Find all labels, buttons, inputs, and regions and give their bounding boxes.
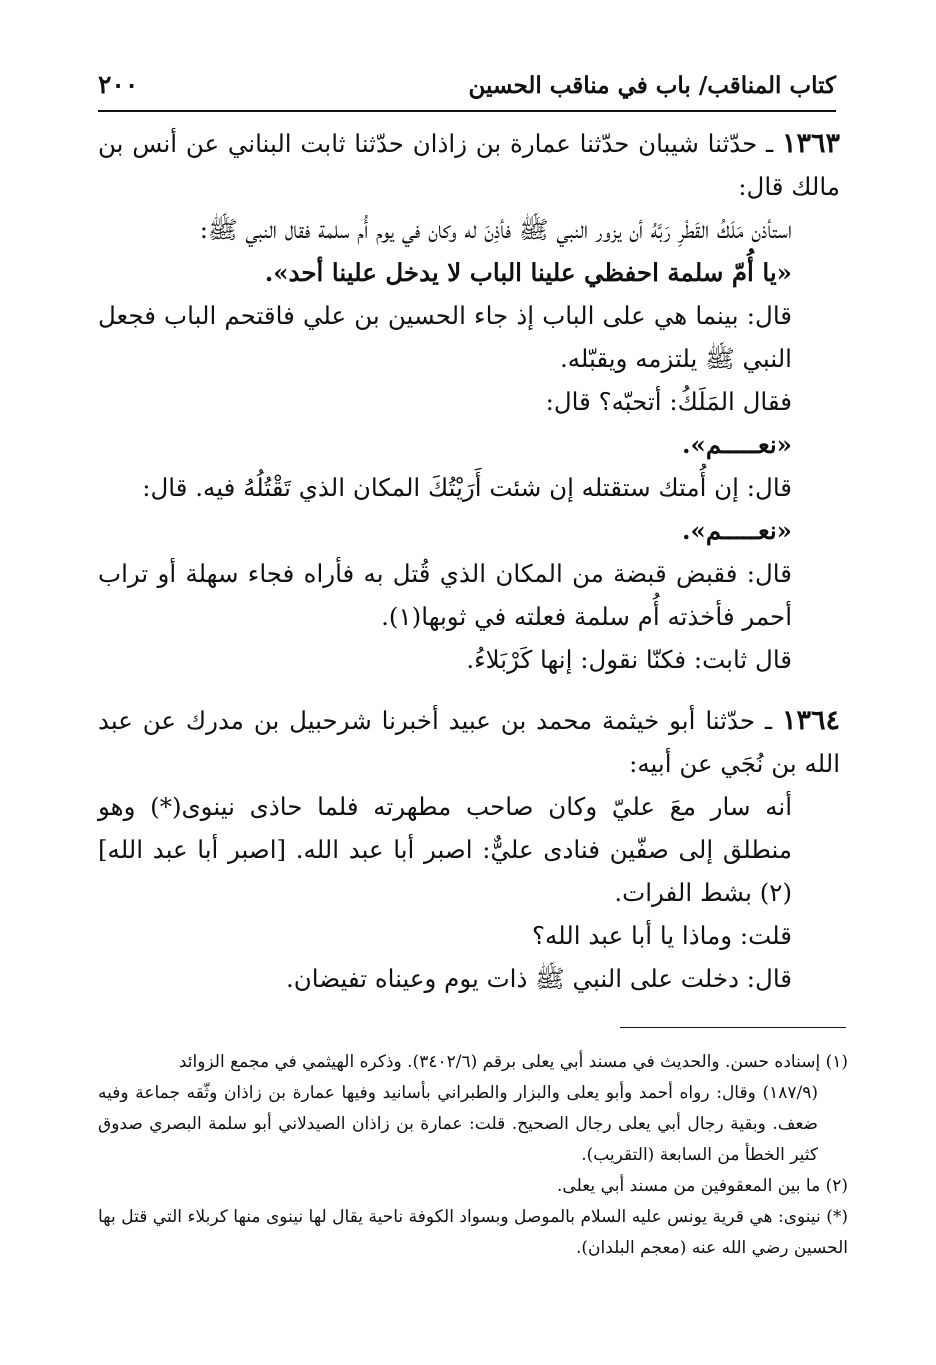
hadith-1363-p3: فقال المَلَكُ: أتحبّه؟ قال: [545,387,792,416]
hadith-1364-isnad [98,699,840,785]
isnad-text: ـ حدّثنا أبو خيثمة محمد بن عبيد أخبرنا شرحبيل بن مدرك عن عبد الله بن نُجَي عن أبيه: [98,706,840,778]
hadith-1363-p6: قال ثابت: فكنّا نقول: إنها كَرْبَلاءُ. [466,645,792,674]
hadith-number: ١٣٦٣ [781,128,840,159]
isnad-text: ـ حدّثنا شيبان حدّثنا عمارة بن زاذان حدّثنا ثابت البناني عن أنس بن مالك قال: [98,129,840,201]
main-text [98,122,840,1000]
hadith-1363-p2: قال: بينما هي على الباب إذ جاء الحسين بن علي فاقتحم الباب فجعل النبي ﷺ يلتزمه ويقبّله. [98,301,792,373]
hadith-1363-quote1: «يا أُمّ سلمة احفظي علينا الباب لا يدخل علينا أحد». [264,258,792,287]
hadith-1363-yes1: «نعـــــم». [682,430,792,459]
hadith-1363-p1: استأذن مَلَكُ القَطْرِ رَبَّهُ أن يزور النبي ﷺ فأذِنَ له وكان في يوم أُم سلمة فقال النبي ﷺ: [199,215,792,244]
hadith-number: ١٣٦٤ [781,705,840,736]
page-header [98,62,836,112]
hadith-1363-p5: قال: فقبض قبضة من المكان الذي قُتل به فأراه فجاء سهلة أو تراب أحمر فأخذته أُم سلمة فعلته في ثوبها(١). [98,559,792,631]
footnote-divider [620,1027,846,1028]
footnote-1-rest: (١٨٧/٩) وقال: رواه أحمد وأبو يعلى والبزار والطبراني بأسانيد وفيها عمارة بن زاذان وثّقه جماعة وفيه ضعف. وبقية رجال أبي يعلى رجال الصحيح. قلت: عمارة بن زاذان الصيدلاني أبو سلمة البصري صدوق كثير الخطأ من السابعة (التقريب). [98,1083,818,1165]
footnotes [98,1047,848,1264]
footnote-1-line1: (١) إسناده حسن. والحديث في مسند أبي يعلى برقم (٣٤٠٢/٦). وذكره الهيثمي في مجمع الزوائد [178,1052,848,1072]
footnote-2: (٢) ما بين المعقوفين من مسند أبي يعلى. [557,1176,848,1196]
footnote-star: (*) نينوى: هي قرية يونس عليه السلام بالموصل وبسواد الكوفة ناحية يقال لها نينوى منها كربلاء التي قتل بها الحسين رضي الله عنه (معجم البلدان). [98,1207,848,1258]
hadith-1363-p4: قال: إن أُمتك ستقتله إن شئت أَرَيْتُكَ المكان الذي تَقْتُلُهُ فيه. قال: [142,473,792,502]
running-title: كتاب المناقب/ باب في مناقب الحسين [468,72,836,99]
hadith-1363-isnad [98,122,840,208]
hadith-1363-yes2: «نعـــــم». [682,516,792,545]
page-number: ٢٠٠ [98,70,139,99]
hadith-1364-p3: قال: دخلت على النبي ﷺ ذات يوم وعيناه تفيضان. [285,964,792,993]
hadith-1364-p2: قلت: وماذا يا أبا عبد الله؟ [532,921,792,950]
hadith-1364-p1: أنه سار معَ عليّ وكان صاحب مطهرته فلما حاذى نينوى(*) وهو منطلق إلى صفّين فنادى عليٌّ: اصبر أبا عبد الله. [اصبر أبا عبد الله](٢) بشط الفرات. [98,792,792,907]
